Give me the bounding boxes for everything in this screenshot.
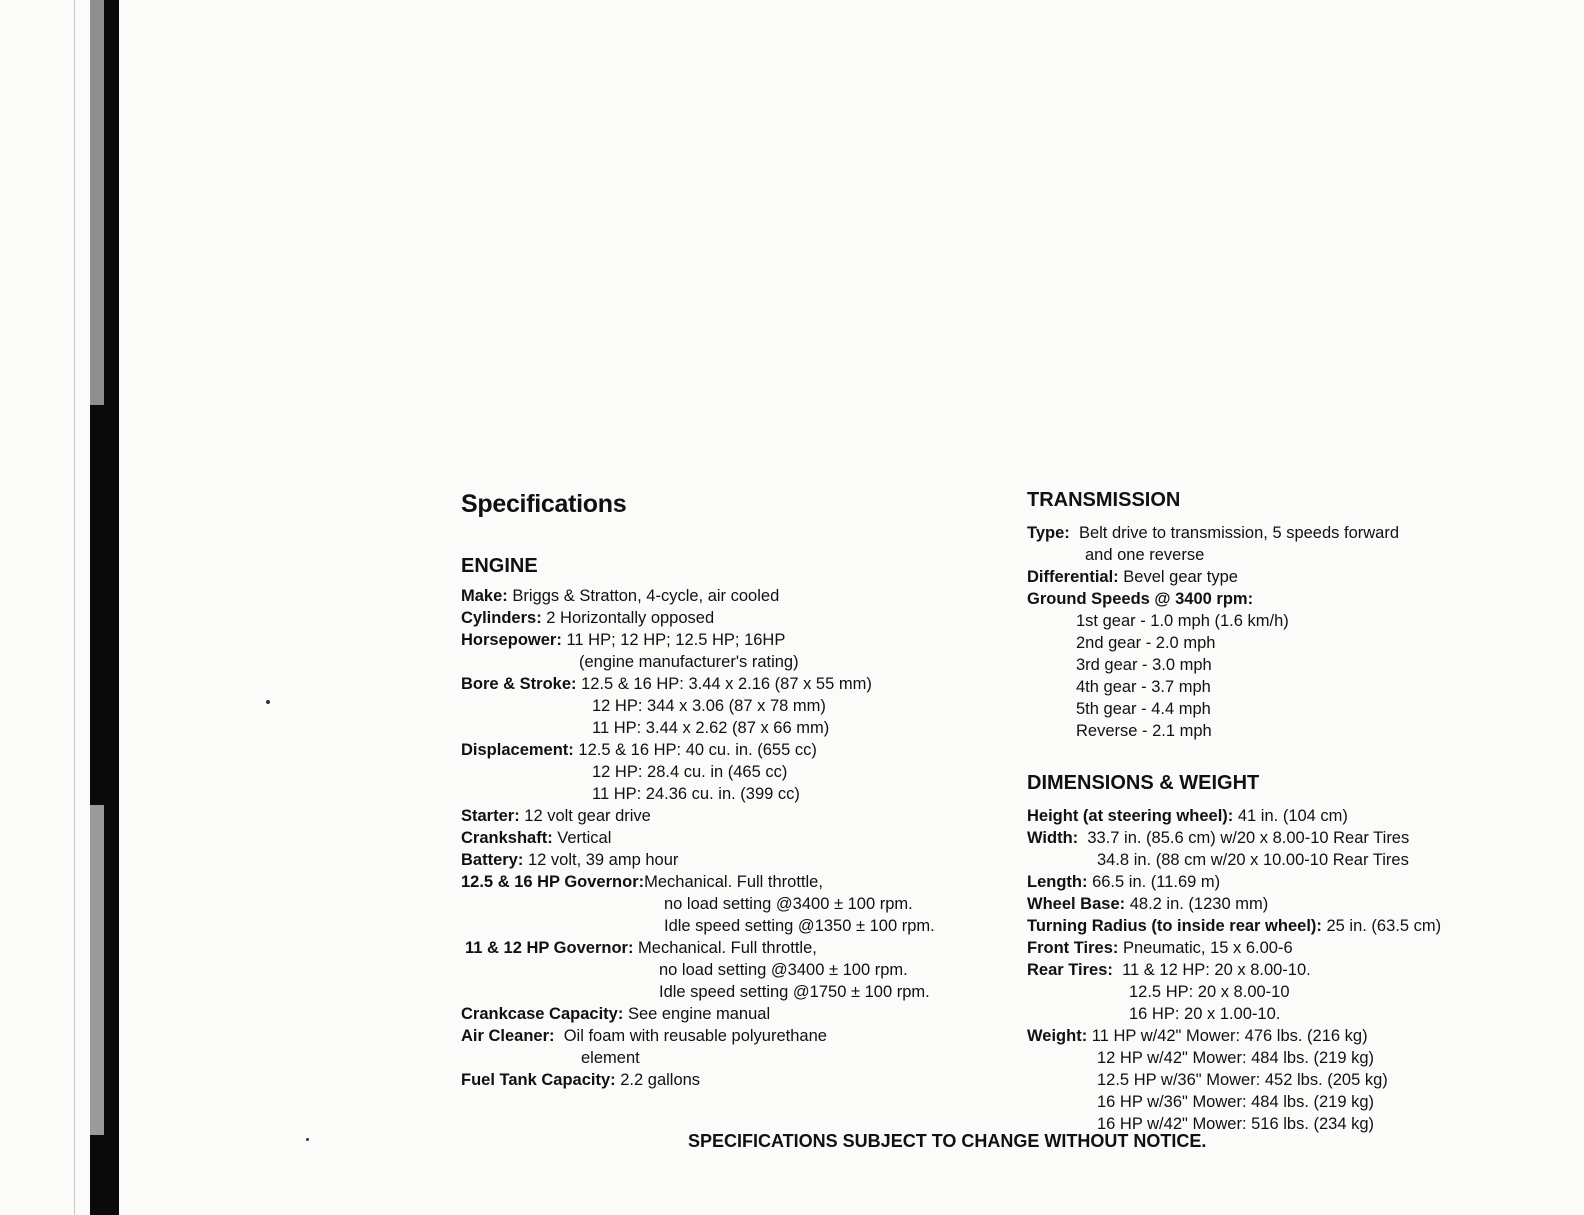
spec-weight-3: 12.5 HP w/36" Mower: 452 lbs. (205 kg) <box>1097 1071 1388 1089</box>
spec-label: Length: <box>1027 873 1088 891</box>
spec-width <box>1027 827 1409 849</box>
spec-label: Ground Speeds @ 3400 rpm: <box>1027 590 1254 608</box>
spec-value: See engine manual <box>627 1005 771 1023</box>
dimensions-heading: DIMENSIONS & WEIGHT <box>1027 772 1260 794</box>
spec-rear-tires-3: 16 HP: 20 x 1.00-10. <box>1129 1005 1281 1023</box>
spec-label: 11 & 12 HP Governor: <box>465 939 634 957</box>
spec-displacement-3: 11 HP: 24.36 cu. in. (399 cc) <box>592 785 800 803</box>
spec-label: Starter: <box>461 807 520 825</box>
spec-ground-speeds <box>1027 588 1253 610</box>
spec-value: 12 volt, 39 amp hour <box>527 851 679 869</box>
spec-label: Front Tires: <box>1027 939 1119 957</box>
spec-make <box>461 585 779 607</box>
spec-air-cleaner <box>461 1025 827 1047</box>
spec-displacement <box>461 739 817 761</box>
spec-weight-5: 16 HP w/42" Mower: 516 lbs. (234 kg) <box>1097 1115 1375 1133</box>
spec-turning-radius <box>1027 915 1441 937</box>
spec-weight-4: 16 HP w/36" Mower: 484 lbs. (219 kg) <box>1097 1093 1375 1111</box>
spec-value: Belt drive to transmission, 5 speeds forward <box>1078 524 1400 542</box>
spec-label: Height (at steering wheel): <box>1027 807 1234 825</box>
speed-item: 3rd gear - 3.0 mph <box>1076 656 1212 674</box>
spec-front-tires <box>1027 937 1293 959</box>
spec-governor-12-16 <box>461 871 823 893</box>
spec-type-2: and one reverse <box>1085 546 1205 564</box>
spec-crankshaft <box>461 827 611 849</box>
spec-value: 2 Horizontally opposed <box>546 609 715 627</box>
spec-label: Bore & Stroke: <box>461 675 577 693</box>
speed-item: 1st gear - 1.0 mph (1.6 km/h) <box>1076 612 1289 630</box>
spec-value: Mechanical. Full throttle, <box>644 873 823 891</box>
spec-governor-12-16-2: no load setting @3400 ± 100 rpm. <box>664 895 913 913</box>
spec-battery <box>461 849 678 871</box>
spec-type <box>1027 522 1399 544</box>
spec-label: Weight: <box>1027 1027 1088 1045</box>
spec-differential <box>1027 566 1238 588</box>
spec-displacement-2: 12 HP: 28.4 cu. in (465 cc) <box>592 763 788 781</box>
spec-value: 25 in. (63.5 cm) <box>1326 917 1442 935</box>
spec-value: 12.5 & 16 HP: 3.44 x 2.16 (87 x 55 mm) <box>581 675 872 693</box>
spec-value: Bevel gear type <box>1123 568 1238 586</box>
spec-value: 48.2 in. (1230 mm) <box>1129 895 1269 913</box>
spec-governor-11-12-2: no load setting @3400 ± 100 rpm. <box>659 961 908 979</box>
spec-value: 12 volt gear drive <box>524 807 651 825</box>
spec-label: Wheel Base: <box>1027 895 1126 913</box>
spec-length <box>1027 871 1220 893</box>
scan-speck <box>266 700 270 704</box>
spec-fuel-tank <box>461 1069 700 1091</box>
spec-label: Fuel Tank Capacity: <box>461 1071 616 1089</box>
spec-rear-tires <box>1027 959 1311 981</box>
spec-value: Oil foam with reusable polyurethane <box>563 1027 827 1045</box>
spec-value: 11 & 12 HP: 20 x 8.00-10. <box>1122 961 1311 979</box>
spec-rear-tires-2: 12.5 HP: 20 x 8.00-10 <box>1129 983 1290 1001</box>
spec-starter <box>461 805 651 827</box>
transmission-heading: TRANSMISSION <box>1027 489 1181 511</box>
spec-weight-2: 12 HP w/42" Mower: 484 lbs. (219 kg) <box>1097 1049 1375 1067</box>
spec-value: Pneumatic, 15 x 6.00-6 <box>1122 939 1293 957</box>
spec-width-2: 34.8 in. (88 cm w/20 x 10.00-10 Rear Tires <box>1097 851 1409 869</box>
spec-cylinders <box>461 607 714 629</box>
spec-value: 33.7 in. (85.6 cm) w/20 x 8.00-10 Rear Tires <box>1087 829 1410 847</box>
speed-item: 2nd gear - 2.0 mph <box>1076 634 1216 652</box>
spec-weight <box>1027 1025 1368 1047</box>
spec-label: Horsepower: <box>461 631 562 649</box>
spec-value: Vertical <box>557 829 612 847</box>
spec-label: Make: <box>461 587 508 605</box>
spec-horsepower-note: (engine manufacturer's rating) <box>579 653 799 671</box>
spec-value: 12.5 & 16 HP: 40 cu. in. (655 cc) <box>578 741 817 759</box>
speed-item: 4th gear - 3.7 mph <box>1076 678 1211 696</box>
spec-label: Crankshaft: <box>461 829 553 847</box>
spec-bore-stroke-3: 11 HP: 3.44 x 2.62 (87 x 66 mm) <box>592 719 830 737</box>
binding-line <box>74 0 75 1215</box>
spec-value: Briggs & Stratton, 4-cycle, air cooled <box>512 587 780 605</box>
spec-value: 66.5 in. (11.69 m) <box>1092 873 1221 891</box>
spec-label: Width: <box>1027 829 1079 847</box>
page-title: Specifications <box>461 490 627 518</box>
spec-label: Crankcase Capacity: <box>461 1005 624 1023</box>
spec-label: Air Cleaner: <box>461 1027 555 1045</box>
spec-label: Battery: <box>461 851 524 869</box>
engine-heading: ENGINE <box>461 555 538 577</box>
spec-bore-stroke <box>461 673 872 695</box>
spec-label: Turning Radius (to inside rear wheel): <box>1027 917 1322 935</box>
spec-value: 41 in. (104 cm) <box>1237 807 1348 825</box>
spec-value: 11 HP w/42" Mower: 476 lbs. (216 kg) <box>1091 1027 1368 1045</box>
footer-notice: SPECIFICATIONS SUBJECT TO CHANGE WITHOUT NOTICE. <box>688 1131 1207 1151</box>
spec-height <box>1027 805 1348 827</box>
spec-label: Displacement: <box>461 741 574 759</box>
scan-spine-gray <box>90 0 104 405</box>
spec-governor-11-12-3: Idle speed setting @1750 ± 100 rpm. <box>659 983 930 1001</box>
spec-label: Type: <box>1027 524 1070 542</box>
spec-label: Differential: <box>1027 568 1119 586</box>
spec-value: Mechanical. Full throttle, <box>638 939 817 957</box>
scan-speck <box>306 1138 309 1141</box>
spec-label: Rear Tires: <box>1027 961 1113 979</box>
spec-horsepower <box>461 629 785 651</box>
spec-air-cleaner-2: element <box>581 1049 640 1067</box>
spec-governor-11-12 <box>465 937 817 959</box>
spec-crankcase <box>461 1003 770 1025</box>
spec-wheel-base <box>1027 893 1268 915</box>
speed-item: 5th gear - 4.4 mph <box>1076 700 1211 718</box>
spec-value: 11 HP; 12 HP; 12.5 HP; 16HP <box>566 631 786 649</box>
spec-bore-stroke-2: 12 HP: 344 x 3.06 (87 x 78 mm) <box>592 697 826 715</box>
spec-label: 12.5 & 16 HP Governor: <box>461 873 645 891</box>
speed-item: Reverse - 2.1 mph <box>1076 722 1212 740</box>
spec-governor-12-16-3: Idle speed setting @1350 ± 100 rpm. <box>664 917 935 935</box>
scan-spine-gray <box>90 805 104 1135</box>
spec-label: Cylinders: <box>461 609 542 627</box>
spec-value: 2.2 gallons <box>620 1071 701 1089</box>
